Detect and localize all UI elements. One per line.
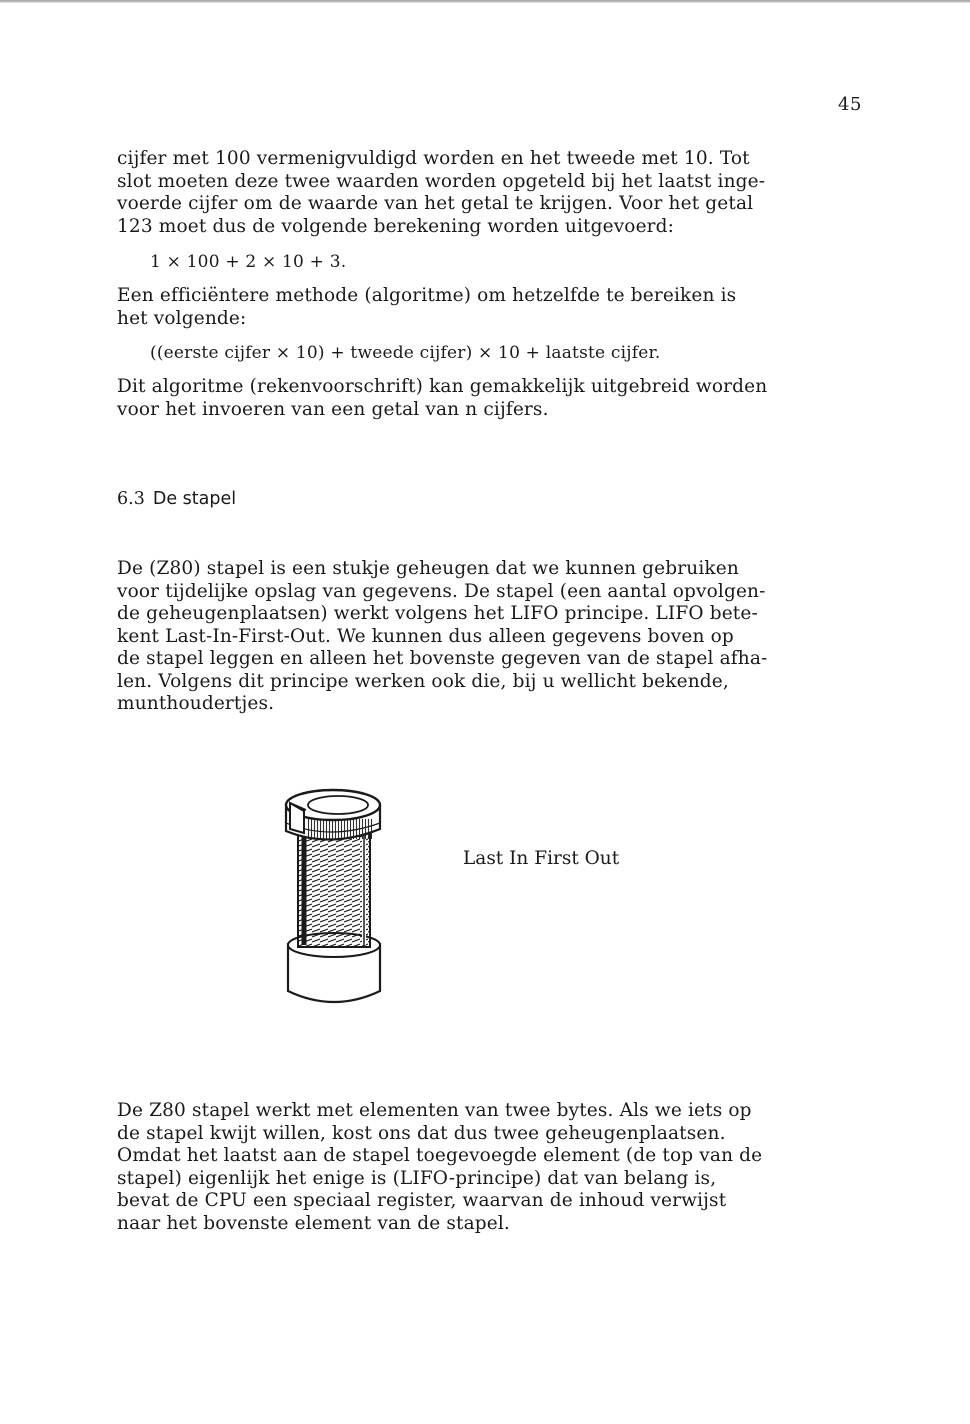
text-line: slot moeten deze twee waarden worden opgeteld bij het laatst inge- xyxy=(117,170,766,192)
text-line: Dit algoritme (rekenvoorschrift) kan gemakkelijk uitgebreid worden xyxy=(117,376,768,397)
figure-caption: Last In First Out xyxy=(463,848,620,869)
text-line: Omdat het laatst aan de stapel toegevoegde element (de top van de xyxy=(117,1145,763,1166)
text-line: len. Volgens dit principe werken ook die, bij u wellicht bekende, xyxy=(117,670,729,692)
text-line: de stapel leggen en alleen het bovenste gegeven van de stapel afha- xyxy=(117,648,768,669)
paragraph-intro xyxy=(117,148,857,238)
paragraph-algorithm xyxy=(117,376,857,421)
paragraph-z80 xyxy=(117,1100,857,1235)
text-line: bevat de CPU een speciaal register, waarvan de inhoud verwijst xyxy=(117,1190,727,1211)
text-line: voor tijdelijke opslag van gegevens. De stapel (een aantal opvolgen- xyxy=(117,580,766,602)
text-line: De (Z80) stapel is een stukje geheugen dat we kunnen gebruiken xyxy=(117,558,739,579)
text-line: Een efficiëntere methode (algoritme) om hetzelfde te bereiken is xyxy=(117,285,737,306)
text-line: stapel) eigenlijk het enige is (LIFO-principe) dat van belang is, xyxy=(117,1167,717,1189)
text-line: cijfer met 100 vermenigvuldigd worden en het tweede met 10. Tot xyxy=(117,148,750,169)
paragraph-stack-intro xyxy=(117,558,857,716)
text-line: naar het bovenste element van de stapel. xyxy=(117,1212,510,1234)
coin-holder-icon xyxy=(280,783,390,1018)
text-line: voor het invoeren van een getal van n cijfers. xyxy=(117,398,549,420)
section-number: 6.3 xyxy=(117,489,145,509)
paragraph-efficient xyxy=(117,285,857,330)
formula-simple: 1 × 100 + 2 × 10 + 3. xyxy=(150,252,347,272)
text-line: het volgende: xyxy=(117,307,247,329)
text-line: de stapel kwijt willen, kost ons dat dus twee geheugenplaatsen. xyxy=(117,1122,726,1144)
formula-algorithm: ((eerste cijfer × 10) + tweede cijfer) × 10 + laatste cijfer. xyxy=(150,343,661,363)
text-line: de geheugenplaatsen) werkt volgens het LIFO principe. LIFO bete- xyxy=(117,603,758,624)
page-number: 45 xyxy=(838,94,862,115)
text-line: De Z80 stapel werkt met elementen van twee bytes. Als we iets op xyxy=(117,1100,752,1121)
text-line: kent Last-In-First-Out. We kunnen dus alleen gegevens boven op xyxy=(117,625,734,647)
section-heading xyxy=(117,489,236,509)
coin-holder-drawing xyxy=(280,783,390,1018)
text-line: 123 moet dus de volgende berekening worden uitgevoerd: xyxy=(117,215,675,237)
text-line: voerde cijfer om de waarde van het getal te krijgen. Voor het getal xyxy=(117,193,754,214)
page-top-edge xyxy=(0,0,970,3)
text-line: munthoudertjes. xyxy=(117,693,275,714)
section-title: De stapel xyxy=(152,489,237,509)
